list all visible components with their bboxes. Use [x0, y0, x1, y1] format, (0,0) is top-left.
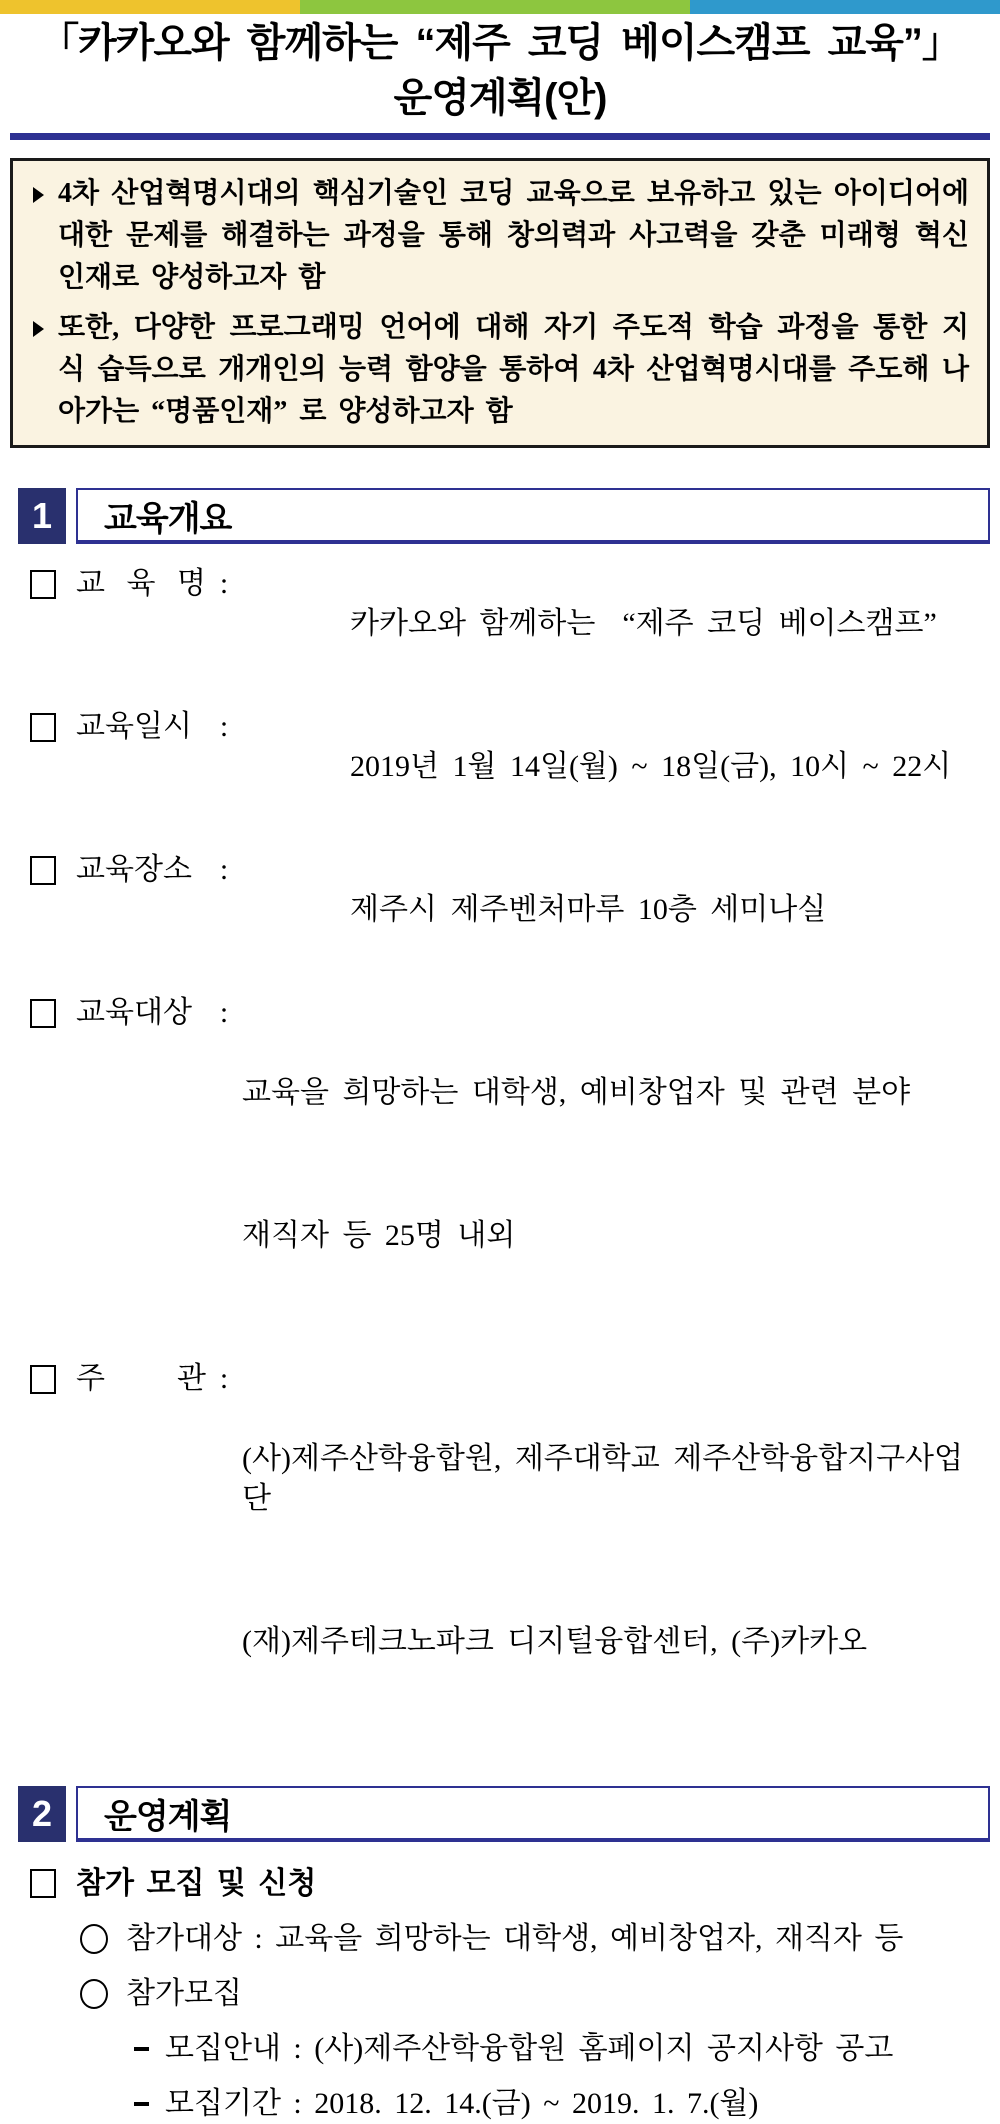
- item-colon: :: [219, 710, 229, 743]
- square-bullet-icon: [30, 999, 56, 1028]
- accent-segment-yellow: [0, 0, 300, 14]
- plan-item-participants: [80, 1919, 980, 1959]
- item-label: 교육대상: [76, 996, 192, 1029]
- summary-box: [10, 158, 990, 448]
- education-overview-list: [30, 564, 980, 1742]
- top-accent-bar: [0, 0, 1000, 14]
- square-bullet-icon: [30, 856, 56, 885]
- square-bullet-icon: [30, 1869, 56, 1898]
- item-label: 교육장소: [76, 853, 192, 886]
- item-value-line: 재직자 등 25명 내외: [242, 1219, 516, 1252]
- item-audience: [30, 993, 980, 1336]
- circle-bullet-icon: [80, 1979, 108, 2009]
- accent-segment-green: [300, 0, 690, 14]
- section-header-1: [10, 488, 990, 544]
- accent-segment-blue: [690, 0, 1000, 14]
- item-venue: [30, 850, 980, 970]
- plan-item-text: 모집안내 : (사)제주산학융합원 홈페이지 공지사항 공고: [165, 2032, 894, 2065]
- circle-bullet-icon: [80, 1924, 108, 1954]
- plan-item-text: 모집기간 : 2018. 12. 14.(금) ~ 2019. 1. 7.(월): [165, 2087, 759, 2120]
- section-header-2: [10, 1786, 990, 1842]
- summary-bullet-1: [27, 173, 981, 299]
- section-title-2: 운영계획: [104, 1797, 232, 1836]
- plan-item-text: 참가 모집 및 신청: [76, 1867, 317, 1900]
- item-value: [242, 707, 980, 827]
- title-divider: [10, 133, 990, 140]
- item-colon: :: [219, 996, 229, 1029]
- section-number-badge-2: 2: [18, 1786, 66, 1842]
- item-value-line: 교육을 희망하는 대학생, 예비창업자 및 관련 분야: [242, 1076, 911, 1109]
- operation-plan-list: [30, 1864, 980, 2124]
- item-value-line: (사)제주산학융합원, 제주대학교 제주산학융합지구사업단: [242, 1442, 964, 1515]
- section-title-box-1: [76, 488, 990, 544]
- item-value-line: (재)제주테크노파크 디지털융합센터, (주)카카오: [242, 1625, 868, 1658]
- plan-item-text: 참가대상 : 교육을 희망하는 대학생, 예비창업자, 재직자 등: [126, 1922, 904, 1955]
- title-line-2: 운영계획(안): [393, 76, 607, 120]
- section-title-box-2: [76, 1786, 990, 1842]
- item-label: 교 육 명: [76, 567, 206, 600]
- item-value: [242, 993, 980, 1336]
- page-title: [0, 14, 1000, 126]
- item-schedule: [30, 707, 980, 827]
- item-value-line: 카카오와 함께하는 “제주 코딩 베이스캠프”: [350, 607, 937, 640]
- square-bullet-icon: [30, 713, 56, 742]
- triangle-bullet-icon: [33, 321, 44, 337]
- section-number-badge-1: 1: [18, 488, 66, 544]
- plan-item-recruitment-and-application: [30, 1864, 980, 1904]
- summary-text-1: 4차 산업혁명시대의 핵심기술인 코딩 교육으로 보유하고 있는 아이디어에 대한 문제를 해결하는 과정을 통해 창의력과 사고력을 갖춘 미래형 혁신 인재로 양성하고자 함: [58, 178, 981, 293]
- summary-text-2: 또한, 다양한 프로그래밍 언어에 대해 자기 주도적 학습 과정을 통한 지식 습득으로 개개인의 능력 함양을 통하여 4차 산업혁명시대를 주도해 나아가는 “명품인재” 로 양성하고자 함: [58, 312, 969, 427]
- section-title-1: 교육개요: [104, 499, 232, 538]
- item-value: [242, 850, 980, 970]
- title-line-1: 「카카오와 함께하는 “제주 코딩 베이스캠프 교육”」: [39, 21, 961, 65]
- item-value-line: 제주시 제주벤처마루 10층 세미나실: [350, 893, 827, 926]
- item-organizers: [30, 1359, 980, 1742]
- item-value-line: 2019년 1월 14일(월) ~ 18일(금), 10시 ~ 22시: [350, 750, 952, 783]
- item-value: [242, 564, 980, 684]
- dash-bullet-icon: [134, 2102, 149, 2106]
- item-colon: :: [219, 1362, 229, 1395]
- summary-bullet-2: [27, 307, 969, 433]
- plan-item-recruitment-period: [134, 2084, 980, 2124]
- triangle-bullet-icon: [33, 187, 44, 203]
- item-colon: :: [219, 853, 229, 886]
- item-colon: :: [219, 567, 229, 600]
- item-course-name: [30, 564, 980, 684]
- item-label: 주 관: [76, 1362, 206, 1395]
- plan-item-text: 참가모집: [126, 1977, 242, 2010]
- plan-item-recruitment: [80, 1974, 980, 2014]
- square-bullet-icon: [30, 570, 56, 599]
- square-bullet-icon: [30, 1365, 56, 1394]
- item-label: 교육일시: [76, 710, 192, 743]
- plan-item-recruitment-notice: [134, 2029, 980, 2069]
- item-value: [242, 1359, 980, 1742]
- dash-bullet-icon: [134, 2047, 149, 2051]
